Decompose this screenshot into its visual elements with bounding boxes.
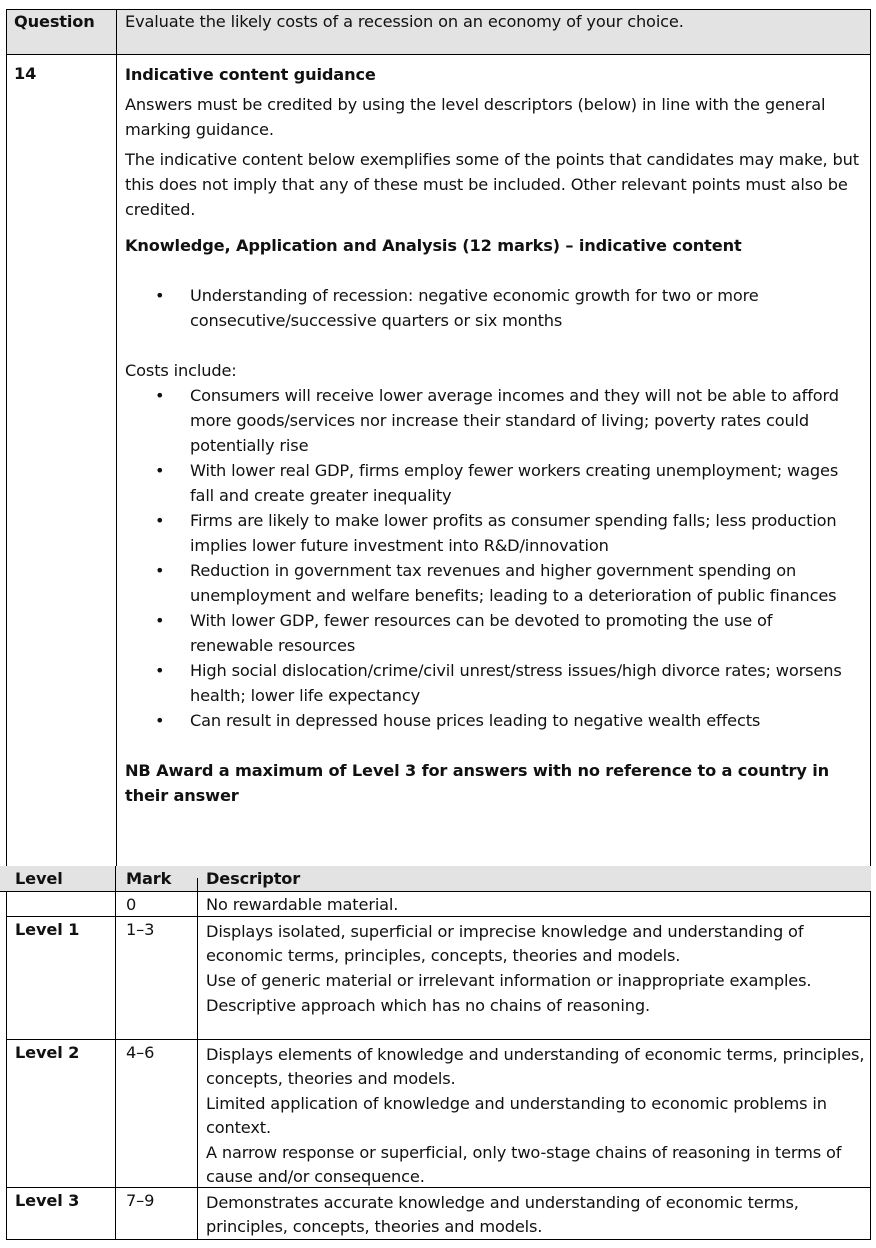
question-text: Evaluate the likely costs of a recession on an economy of your choice. — [125, 12, 684, 31]
list-item-text: Firms are likely to make lower profits as consumer spending falls; less production implies lower future investment into R&D/innovation — [190, 511, 837, 555]
costs-label: Costs include: — [125, 361, 237, 380]
list-item — [125, 283, 860, 333]
row-descriptor — [206, 1043, 866, 1190]
header-descriptor: Descriptor — [206, 869, 301, 888]
list-item-text: Understanding of recession: negative economic growth for two or more consecutive/successive quarters or six months — [190, 286, 759, 330]
descriptor-line: Displays elements of knowledge and understanding of economic terms, principles, concepts, theories and models. — [206, 1045, 865, 1088]
list-item — [125, 383, 860, 458]
table-row — [6, 892, 871, 917]
list-item-text: Consumers will receive lower average incomes and they will not be able to afford more goods/services nor increase their standard of living; poverty rates could potentially rise — [190, 386, 839, 455]
list-item — [125, 708, 860, 733]
bullet-icon: • — [155, 661, 165, 680]
bullet-icon: • — [155, 286, 165, 305]
bullet-icon: • — [155, 611, 165, 630]
bullet-icon: • — [155, 561, 165, 580]
section-title: Knowledge, Application and Analysis (12 marks) – indicative content — [125, 236, 742, 255]
descriptor-line: Displays isolated, superficial or imprecise knowledge and understanding of economic terms, principles, concepts, theories and models. — [206, 922, 804, 965]
guidance-title: Indicative content guidance — [125, 65, 376, 84]
table-row — [6, 917, 871, 1040]
descriptor-line: No rewardable material. — [206, 895, 399, 914]
understanding-list — [125, 283, 860, 333]
list-item-text: With lower GDP, fewer resources can be devoted to promoting the use of renewable resources — [190, 611, 773, 655]
descriptor-line: Descriptive approach which has no chains of reasoning. — [206, 996, 650, 1015]
question-table — [6, 9, 871, 866]
list-item — [125, 508, 860, 558]
level-table-header — [0, 866, 871, 892]
row-level: Level 1 — [15, 920, 80, 939]
question-header-row — [7, 10, 870, 55]
bullet-icon: • — [155, 461, 165, 480]
descriptor-line: Limited application of knowledge and understanding to economic problems in context. — [206, 1094, 827, 1137]
header-mark: Mark — [126, 869, 172, 888]
list-item — [125, 458, 860, 508]
row-descriptor — [206, 1191, 866, 1240]
list-item-text: Can result in depressed house prices leading to negative wealth effects — [190, 711, 761, 730]
guidance-paragraph: Answers must be credited by using the level descriptors (below) in line with the general marking guidance. — [125, 95, 826, 139]
list-item — [125, 558, 860, 608]
nb-note: NB Award a maximum of Level 3 for answers with no reference to a country in their answer — [125, 761, 830, 805]
descriptor-line: Demonstrates accurate knowledge and understanding of economic terms, principles, concepts, theories and models. — [206, 1193, 799, 1236]
bullet-icon: • — [155, 511, 165, 530]
row-mark: 7–9 — [126, 1191, 155, 1210]
list-item-text: With lower real GDP, firms employ fewer workers creating unemployment; wages fall and create greater inequality — [190, 461, 839, 505]
question-header-label: Question — [14, 12, 95, 31]
guidance-paragraph: The indicative content below exemplifies some of the points that candidates may make, but this does not imply that any of these must be included. Other relevant points must also be credited. — [125, 150, 859, 219]
row-level: Level 3 — [15, 1191, 80, 1210]
row-mark: 4–6 — [126, 1043, 155, 1062]
row-descriptor — [206, 893, 866, 918]
descriptor-line: Use of generic material or irrelevant information or inappropriate examples. — [206, 971, 812, 990]
question-number: 14 — [14, 64, 37, 83]
header-level: Level — [15, 869, 63, 888]
level-table — [0, 866, 871, 1240]
row-mark: 0 — [126, 895, 137, 914]
row-level: Level 2 — [15, 1043, 80, 1062]
bullet-icon: • — [155, 711, 165, 730]
list-item — [125, 658, 860, 708]
bullet-icon: • — [155, 386, 165, 405]
list-item-text: High social dislocation/crime/civil unrest/stress issues/high divorce rates; worsens health; lower life expectancy — [190, 661, 842, 705]
row-mark: 1–3 — [126, 920, 155, 939]
list-item-text: Reduction in government tax revenues and higher government spending on unemployment and welfare benefits; leading to a deterioration of public finances — [190, 561, 837, 605]
costs-list — [125, 383, 860, 733]
row-descriptor — [206, 920, 866, 1019]
question-column-divider — [116, 10, 117, 867]
question-guidance — [125, 62, 860, 808]
list-item — [125, 608, 860, 658]
table-row — [6, 1188, 871, 1240]
table-row — [6, 1040, 871, 1188]
descriptor-line: A narrow response or superficial, only two-stage chains of reasoning in terms of cause and/or consequence. — [206, 1143, 842, 1186]
